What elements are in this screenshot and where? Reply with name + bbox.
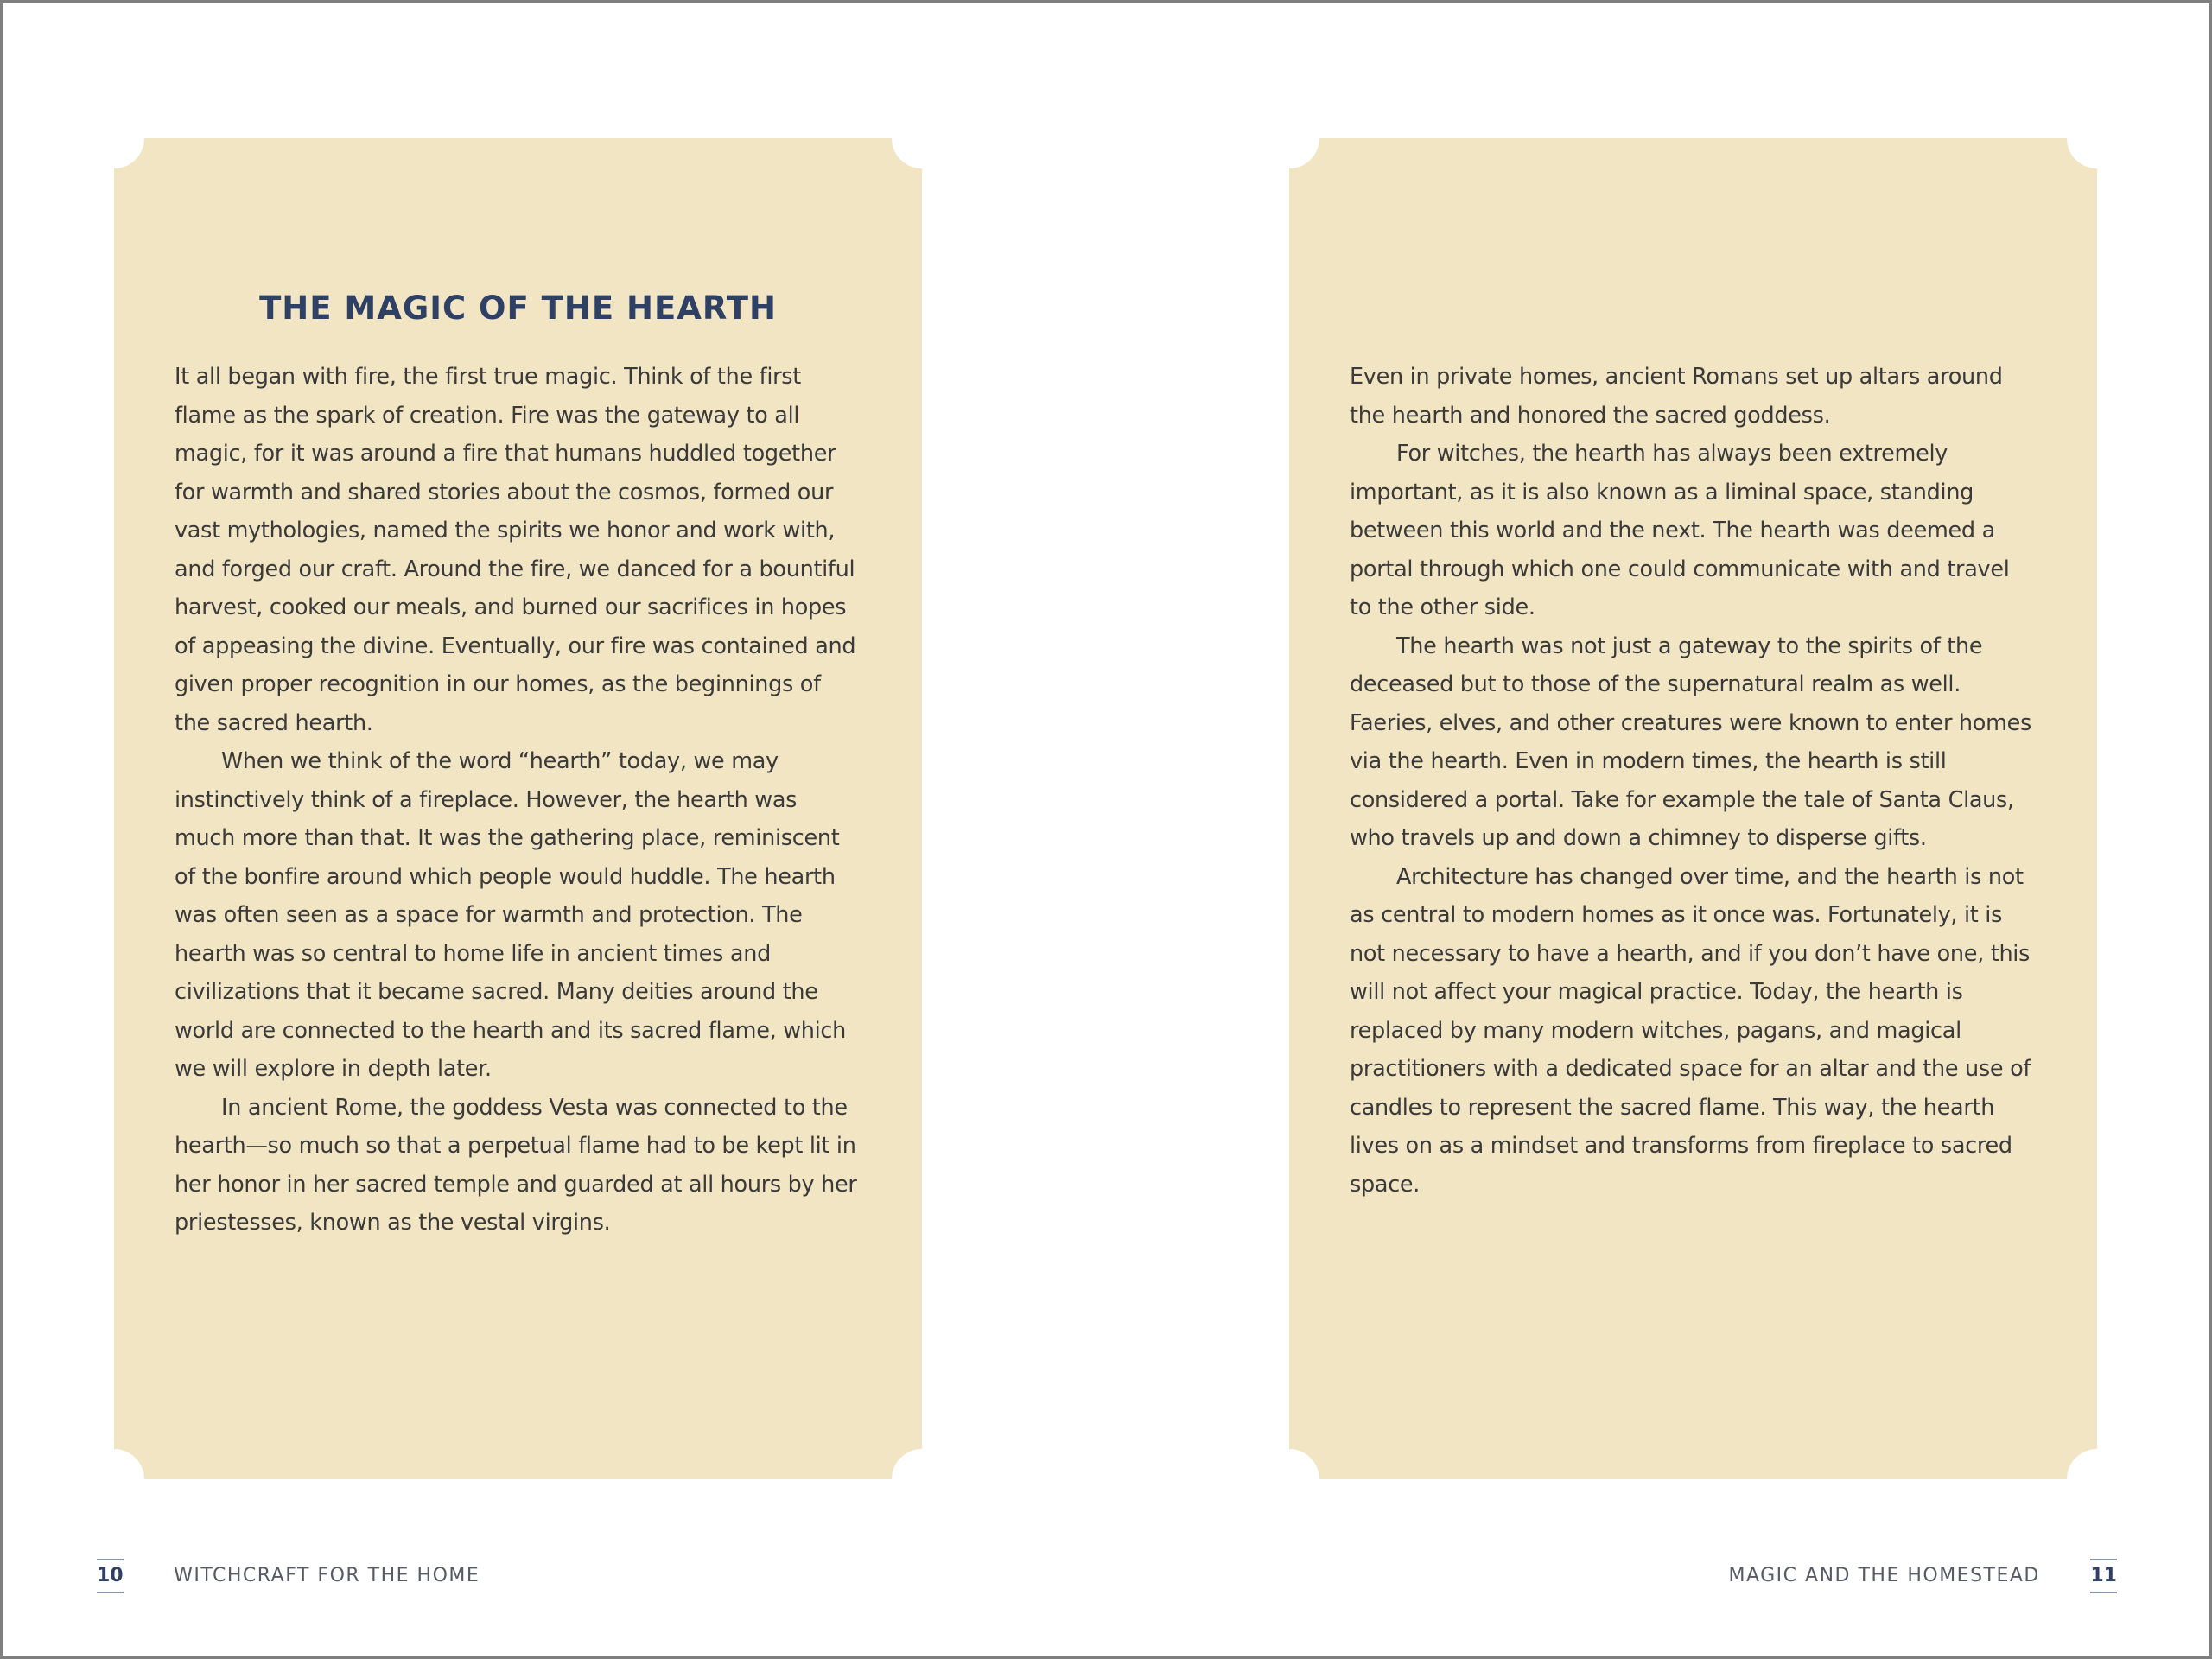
corner-notch [892, 108, 952, 168]
paragraph: When we think of the word “hearth” today, we may instinctively think of a fireplace. However, the hearth was much more than that. It was the gathering place, reminiscent of the bonfire around which people would huddle. The hearth was often seen as a space for warmth and protection. The hearth was so central to home life in ancient times and civilizations that it became sacred. Many deities around the world are connected to the hearth and its sacred flame, which we will explore in depth later. [175, 748, 846, 1082]
corner-notch [84, 108, 144, 168]
chapter-title: THE MAGIC OF THE HEARTH [259, 289, 777, 327]
paragraph: Even in private homes, ancient Romans set up altars around the hearth and honored the sacred goddess. [1350, 364, 2003, 429]
running-head: WITCHCRAFT FOR THE HOME [174, 1565, 480, 1586]
corner-notch [84, 1449, 144, 1510]
paragraph: In ancient Rome, the goddess Vesta was connected to the hearth—so much so that a perpetual flame had to be kept lit in her honor in her sacred temple and guarded at all hours by her priestesses, known as the vestal virgins. [175, 1094, 857, 1236]
left-page-body [175, 358, 861, 1243]
right-footer [1728, 1559, 2117, 1593]
left-footer [97, 1559, 480, 1593]
corner-notch [2067, 1449, 2127, 1510]
corner-notch [1259, 1449, 1319, 1510]
right-page-body [1350, 358, 2037, 1204]
book-spread [3, 3, 2209, 1656]
paragraph: The hearth was not just a gateway to the spirits of the deceased but to those of the supernatural realm as well. Faeries, elves, and other creatures were known to enter homes via the hearth. Even in modern times, the hearth is still considered a portal. Take for example the tale of Santa Claus, who travels up and down a chimney to disperse gifts. [1350, 632, 2032, 851]
corner-notch [1259, 108, 1319, 168]
running-head: MAGIC AND THE HOMESTEAD [1728, 1565, 2040, 1586]
paragraph: For witches, the hearth has always been extremely important, as it is also known as a liminal space, standing between this world and the next. The hearth was deemed a portal through which one could communicate with and travel to the other side. [1350, 441, 2010, 620]
paragraph: Architecture has changed over time, and the hearth is not as central to modern homes as it once was. Fortunately, it is not necessary to have a hearth, and if you don’t have one, this will not affect your magical practice. Today, the hearth is replaced by many modern witches, pagans, and magical practitioners with a dedicated space for an altar and the use of candles to represent the sacred flame. This way, the hearth lives on as a mindset and transforms from fireplace to sacred space. [1350, 863, 2031, 1198]
corner-notch [2067, 108, 2127, 168]
page-number: 11 [2090, 1559, 2117, 1593]
left-page-panel [114, 138, 922, 1479]
page-number: 10 [97, 1559, 124, 1593]
corner-notch [892, 1449, 952, 1510]
paragraph: It all began with fire, the first true magic. Think of the first flame as the spark of creation. Fire was the gateway to all magic, for it was around a fire that humans huddled together for warmth and shared stories about the cosmos, formed our vast mythologies, named the spirits we honor and work with, and forged our craft. Around the fire, we danced for a bountiful harvest, cooked our meals, and burned our sacrifices in hopes of appeasing the divine. Eventually, our fire was contained and given proper recognition in our homes, as the beginnings of the sacred hearth. [175, 364, 856, 736]
right-page-panel [1289, 138, 2097, 1479]
